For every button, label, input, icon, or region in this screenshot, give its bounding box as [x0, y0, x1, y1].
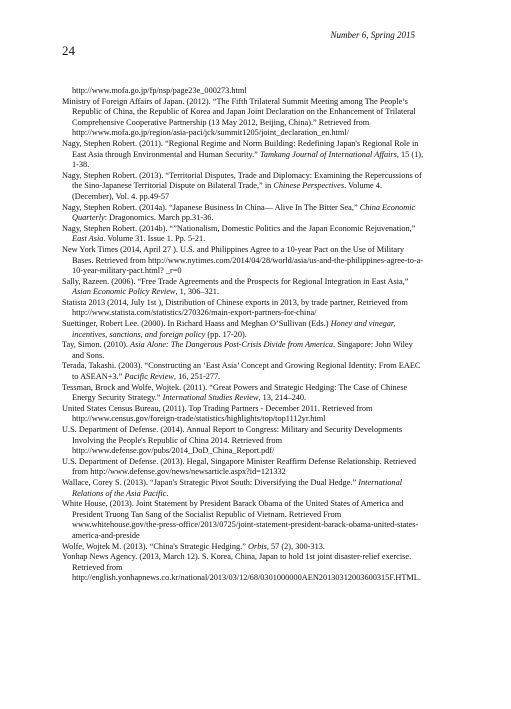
reference-entry	[62, 319, 424, 340]
reference-text: http://www.mofa.go.jp/fp/nsp/page23e_000273.html	[72, 86, 247, 95]
reference-details: . Volume 31. Issue 1. Pp. 5-21.	[103, 234, 206, 244]
reference-entry	[62, 404, 424, 425]
page-number: 24	[62, 43, 75, 58]
reference-text: Statista 2013 (2014, July 1st ), Distribution of Chinese exports in 2013, by trade partner, Retrieved from http://www.statista.com/statistics/270326/main-export-partners-for-china/	[62, 297, 408, 318]
reference-entry	[62, 298, 424, 319]
reference-source-title: Orbis	[247, 541, 267, 551]
reference-text: Tessman, Brock and Wolfe, Wojtek. (2011). “Great Powers and Strategic Hedging: The Case of Chinese Energy Security Strategy.”	[62, 382, 408, 403]
reference-source-title: Chinese Perspectives	[273, 181, 345, 191]
reference-source-title: Asia Alone: The Dangerous Post-Crisis Divide from America	[130, 340, 334, 350]
reference-details: , 15 (1), 1-38.	[72, 149, 424, 170]
reference-entry	[62, 203, 424, 224]
reference-details: , 1, 306–321.	[175, 287, 220, 297]
reference-entry	[62, 277, 424, 298]
reference-entry	[62, 340, 424, 361]
reference-text: White House, (2013). Joint Statement by President Barack Obama of the United States of America and President Truong Tan Sang of the Socialist Republic of Vietnam. Retrieved From www.whitehouse.gov/the-press-office/2013/0725/joint-statement-president-barack-obama-united-states-america-and-preside	[62, 499, 419, 540]
reference-entry	[62, 224, 424, 245]
reference-entry	[62, 383, 424, 404]
reference-source-title: International Studies Review	[162, 393, 259, 403]
reference-text: U.S. Department of Defense. (2014). Annual Report to Congress: Military and Security Developments Involving the People's Republic of China 2014. Retrieved from http://www.defense.gov/pubs/2014_DoD_China_Report.pdf/	[62, 425, 403, 456]
reference-source-title: East Asia	[72, 234, 104, 244]
reference-details: , 57 (2), 300-313.	[266, 541, 325, 551]
reference-details: , 13, 214–240.	[258, 393, 307, 403]
reference-source-title: Honey and vinegar, incentives, sanctions, and foreign policy	[72, 319, 396, 339]
reference-text: Ministry of Foreign Affairs of Japan. (2012). “The Fifth Trilateral Summit Meeting among The People’s Republic of China, the Republic of Korea and Japan Joint Declaration on the Enhancement of Trilateral Comprehensive Cooperative Partnership (13 May 2012, Beijing, China).” Retrieved from http://www.mofa.go.jp/region/asia-paci/jck/summit1205/joint_declaration_en.html/	[62, 96, 416, 138]
reference-entry	[62, 478, 424, 499]
reference-source-title: Asian Economic Policy Review	[72, 287, 176, 297]
reference-entry	[62, 139, 424, 171]
reference-text: Nagy, Stephen Robert. (2011). “Regional Regime and Norm Building: Redefining Japan's Regional Role in East Asia through Environmental and Human Security.”	[62, 138, 419, 159]
reference-text: Nagy, Stephen Robert. (2013). “Territorial Disputes, Trade and Diplomacy: Examining the Repercussions of the Sino-Japanese Territorial Dispute on Bilateral Trade,” in	[62, 170, 422, 191]
reference-details: (pp. 17-20).	[205, 329, 247, 339]
reference-text: Terada, Takashi. (2003). “Constructing an ‘East Asia’ Concept and Growing Regional Identity: From EAEC to ASEAN+3.”	[62, 361, 421, 382]
reference-details: . Singapore: John Wiley and Sons.	[72, 340, 413, 360]
reference-text: New York Times (2014, April 27 ). U.S. and Philippines Agree to a 10-year Pact on the Use of Military Bases. Retrieved from http://www.nytimes.com/2014/04/28/world/asia/us-and-the-philippines-agree-to-a-10-year-military-pact.html? _r=0	[62, 244, 424, 276]
reference-entry	[62, 457, 424, 478]
reference-text: Tay, Simon. (2010).	[62, 340, 131, 350]
reference-source-title: Tamkang Journal of International Affairs	[259, 149, 397, 159]
reference-list	[62, 86, 424, 584]
reference-entry	[62, 499, 424, 541]
reference-entry	[62, 171, 424, 203]
reference-details: . Volume 4. (December), Vol. 4. pp.49-57	[72, 181, 383, 201]
reference-text: Wallace, Corey S. (2013). “Japan's Strategic Pivot South: Diversifying the Dual Hedge.”	[62, 477, 359, 487]
reference-text: U.S. Department of Defense. (2013). Hegal, Singapore Minister Reaffirm Defense Relationship. Retrieved from http://www.defense.gov/news/newsarticle.aspx?id=121332	[62, 456, 416, 477]
reference-entry	[62, 552, 424, 584]
reference-text: Sally, Razeen. (2006). “Free Trade Agreements and the Prospects for Regional Integration in East Asia,”	[62, 276, 409, 286]
reference-text: Suettinger, Robert Lee. (2000). In Richard Haass and Meghan O’Sullivan (Eds.)	[62, 319, 331, 329]
running-header: Number 6, Spring 2015	[330, 30, 415, 40]
reference-source-title: China Economic Quarterly	[72, 202, 416, 223]
reference-source-title: International Relations of the Asia Pacific	[72, 477, 403, 498]
reference-entry	[62, 361, 424, 382]
reference-details: : Dragonomics. March pp.31-36.	[104, 213, 214, 223]
reference-text: Nagy, Stephen Robert. (2014b). “”Nationalism, Domestic Politics and the Japan Economic Rejuvenation,”	[62, 223, 416, 233]
reference-text: United States Census Bureau, (2011). Top Trading Partners - December 2011. Retrieved from http://www.census.gov/foreign-trade/statistics/highlights/top/top1112yr.html	[62, 403, 373, 424]
reference-details: , 16, 251-277.	[173, 372, 221, 382]
reference-entry	[62, 97, 424, 139]
reference-entry	[62, 542, 424, 553]
reference-source-title: Pacific Review	[124, 372, 174, 382]
reference-text: Wolfe, Wojtek M. (2013). “China's Strategic Hedging.”	[62, 541, 248, 551]
reference-text: Yonhap News Agency. (2013, March 12). S. Korea, China, Japan to hold 1st joint disaster-relief exercise. Retrieved from http://english.yonhapnews.co.kr/national/2013/03/12/68/0301000000AEN20130312003600315F.HTML.	[62, 552, 421, 583]
reference-entry	[62, 425, 424, 457]
reference-entry	[62, 245, 424, 277]
reference-text: Nagy, Stephen Robert. (2014a). “Japanese Business In China— Alive In The Bitter Sea,”	[62, 202, 360, 212]
reference-details: .	[166, 488, 169, 498]
reference-entry	[62, 86, 424, 97]
